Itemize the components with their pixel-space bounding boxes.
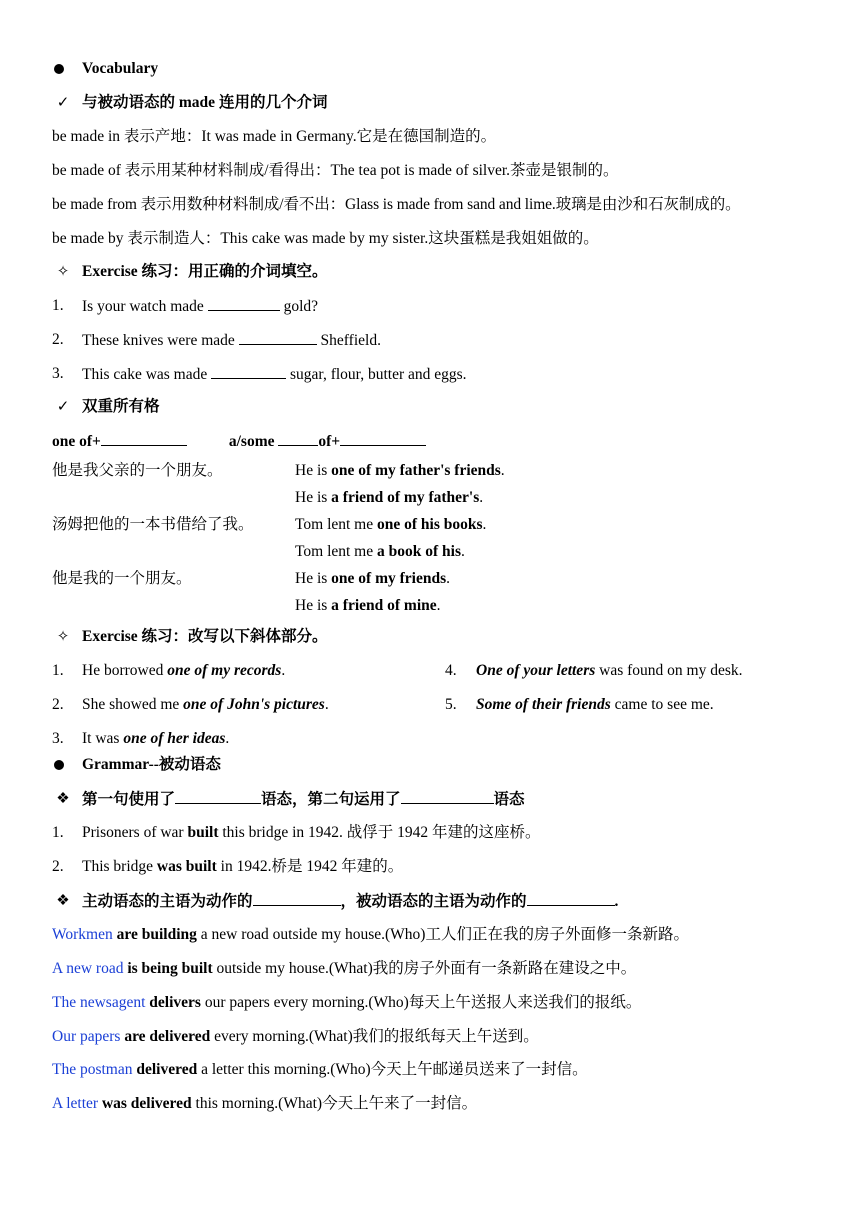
made-line: be made from 表示用数种材料制成/看不出：Glass is made from sand and lime.玻璃是由沙和石灰制成的。 <box>52 196 741 213</box>
made-heading-part: 连用的几个介词 <box>215 94 328 111</box>
voice-example <box>52 925 689 945</box>
list-number: 1. <box>52 824 64 841</box>
four-diamond-icon: ❖ <box>56 791 70 807</box>
question-part: 语态 <box>493 791 525 808</box>
diamond-star-icon: ✧ <box>56 264 70 280</box>
item-text: Sheffield. <box>316 332 381 349</box>
sentence-bold: one of my father's friends <box>331 462 501 479</box>
checkmark-icon: ✓ <box>56 399 70 415</box>
example-verb: is being built <box>123 960 213 977</box>
item-text: These knives were made <box>82 332 239 349</box>
example-subject: A new road <box>52 960 124 977</box>
chinese-sentence: 他是我的一个朋友。 <box>52 570 192 587</box>
blank-line <box>208 296 280 311</box>
item-italic: one of her ideas <box>123 730 226 747</box>
sentence-bold: one of his books <box>377 516 483 533</box>
example-text: this morning.(What)今天上午来了一封信。 <box>191 1095 478 1112</box>
english-sentence <box>295 596 441 616</box>
chinese-sentence: 他是我父亲的一个朋友。 <box>52 462 223 479</box>
exercise1-item <box>82 364 467 385</box>
sentence-text: Tom lent me <box>295 543 377 560</box>
question-part: ，被动语态的主语为动作的 <box>340 893 527 910</box>
item-italic: one of my records <box>167 662 282 679</box>
example-subject: Workmen <box>52 926 113 943</box>
sentence-bold: one of my friends <box>331 570 447 587</box>
question-part: 第一句使用了 <box>82 791 176 808</box>
sentence-text: He is <box>295 597 332 614</box>
item-text: It was <box>82 730 124 747</box>
sentence-text: He is <box>295 570 332 587</box>
formula-line <box>52 431 426 452</box>
example-verb: was delivered <box>98 1095 192 1112</box>
item-text: . <box>281 662 286 679</box>
made-heading-part: 与被动语态的 <box>82 94 179 111</box>
made-heading <box>82 93 327 113</box>
made-heading-part: made <box>178 94 216 111</box>
item-text: was found on my desk. <box>595 662 743 679</box>
example-bold: was built <box>156 858 217 875</box>
example-text: This bridge <box>82 858 157 875</box>
exercise1-item <box>82 296 318 317</box>
exercise2-item <box>82 695 329 715</box>
made-line: be made of 表示用某种材料制成/看得出：The tea pot is made of silver.茶壶是银制的。 <box>52 162 619 179</box>
sentence-text: . <box>461 543 465 560</box>
list-number: 2. <box>52 331 64 348</box>
example-text: this bridge in 1942. 战俘于 1942 年建的这座桥。 <box>218 824 541 841</box>
made-line: be made by 表示制造人：This cake was made by my sister.这块蛋糕是我姐姐做的。 <box>52 230 599 247</box>
item-text: . <box>225 730 230 747</box>
sentence-text: . <box>436 597 441 614</box>
list-number: 1. <box>52 662 64 679</box>
list-number: 2. <box>52 696 64 713</box>
passive-example <box>82 823 541 843</box>
item-text: came to see me. <box>610 696 714 713</box>
question-part: 主动语态的主语为动作的 <box>82 893 253 910</box>
question-part: 语态，第二句运用了 <box>261 791 401 808</box>
english-sentence <box>295 515 486 535</box>
exercise2-heading: Exercise 练习：改写以下斜体部分。 <box>82 628 328 645</box>
example-verb: delivered <box>132 1061 198 1078</box>
question1-line <box>82 789 525 810</box>
list-number: 5. <box>445 696 457 713</box>
made-line: be made in 表示产地：It was made in Germany.它是在德国制造的。 <box>52 128 497 145</box>
sentence-bold: a friend of mine <box>331 597 437 614</box>
voice-example <box>52 959 636 979</box>
item-italic: one of John's pictures <box>183 696 325 713</box>
example-text: a letter this morning.(Who)今天上午邮递员送来了一封信。 <box>197 1061 588 1078</box>
formula-part: a/some <box>228 433 279 450</box>
blank-line <box>101 431 187 446</box>
sentence-text: . <box>446 570 450 587</box>
bullet-dot-icon <box>54 760 64 770</box>
voice-example <box>52 1094 477 1114</box>
list-number: 1. <box>52 297 64 314</box>
list-number: 4. <box>445 662 457 679</box>
formula-part: of+ <box>318 433 341 450</box>
example-text: every morning.(What)我们的报纸每天上午送到。 <box>210 1028 539 1045</box>
chinese-sentence: 汤姆把他的一本书借给了我。 <box>52 516 254 533</box>
item-text: . <box>324 696 329 713</box>
example-text: outside my house.(What)我的房子外面有一条新路在建设之中。 <box>212 960 637 977</box>
example-verb: are delivered <box>120 1028 211 1045</box>
item-italic: One of your letters <box>476 662 596 679</box>
four-diamond-icon: ❖ <box>56 893 70 909</box>
blank-line <box>239 330 317 345</box>
blank-line <box>253 891 341 906</box>
question-part: . <box>614 893 619 910</box>
list-number: 3. <box>52 365 64 382</box>
list-number: 3. <box>52 730 64 747</box>
exercise1-heading: Exercise 练习：用正确的介词填空。 <box>82 263 328 280</box>
exercise2-item <box>476 695 714 715</box>
item-text: He borrowed <box>82 662 168 679</box>
example-subject: The postman <box>52 1061 133 1078</box>
example-text: in 1942.桥是 1942 年建的。 <box>216 858 404 875</box>
sentence-text: He is <box>295 462 332 479</box>
checkmark-icon: ✓ <box>56 95 70 111</box>
item-text: gold? <box>279 298 318 315</box>
sentence-text: . <box>500 462 505 479</box>
item-italic: Some of their friends <box>476 696 611 713</box>
example-bold: built <box>187 824 219 841</box>
example-subject: The newsagent <box>52 994 146 1011</box>
blank-line <box>340 431 426 446</box>
english-sentence <box>295 542 465 562</box>
voice-example <box>52 1027 539 1047</box>
voice-example <box>52 1060 588 1080</box>
item-text: sugar, flour, butter and eggs. <box>286 366 467 383</box>
blank-line <box>401 789 494 804</box>
sentence-bold: a friend of my father's <box>331 489 480 506</box>
sentence-text: . <box>482 516 487 533</box>
question2-line <box>82 891 618 912</box>
blank-line <box>527 891 615 906</box>
voice-example <box>52 993 641 1013</box>
blank-line <box>175 789 261 804</box>
example-subject: A letter <box>52 1095 99 1112</box>
english-sentence <box>295 488 483 508</box>
exercise2-item <box>476 661 743 681</box>
sentence-text: . <box>479 489 484 506</box>
example-text: our papers every morning.(Who)每天上午送报人来送我们的报纸。 <box>200 994 642 1011</box>
diamond-star-icon: ✧ <box>56 629 70 645</box>
item-text: She showed me <box>82 696 184 713</box>
exercise1-item <box>82 330 381 351</box>
formula-part: one of+ <box>52 433 101 450</box>
example-verb: are building <box>112 926 197 943</box>
english-sentence <box>295 461 505 481</box>
blank-line <box>278 431 318 446</box>
vocabulary-heading: Vocabulary <box>82 60 159 77</box>
exercise2-item <box>82 661 285 681</box>
item-text: Is your watch made <box>82 298 208 315</box>
passive-example <box>82 857 403 877</box>
sentence-text: Tom lent me <box>295 516 377 533</box>
double-genitive-heading: 双重所有格 <box>82 398 160 415</box>
sentence-bold: a book of his <box>377 543 461 560</box>
example-text: Prisoners of war <box>82 824 188 841</box>
exercise2-item <box>82 729 229 749</box>
bullet-dot-icon <box>54 64 64 74</box>
blank-line <box>211 364 286 379</box>
item-text: This cake was made <box>82 366 212 383</box>
grammar-heading: Grammar--被动语态 <box>82 756 221 773</box>
example-text: a new road outside my house.(Who)工人们正在我的房子外面修一条新路。 <box>196 926 689 943</box>
example-subject: Our papers <box>52 1028 121 1045</box>
sentence-text: He is <box>295 489 332 506</box>
list-number: 2. <box>52 858 64 875</box>
example-verb: delivers <box>145 994 201 1011</box>
english-sentence <box>295 569 450 589</box>
